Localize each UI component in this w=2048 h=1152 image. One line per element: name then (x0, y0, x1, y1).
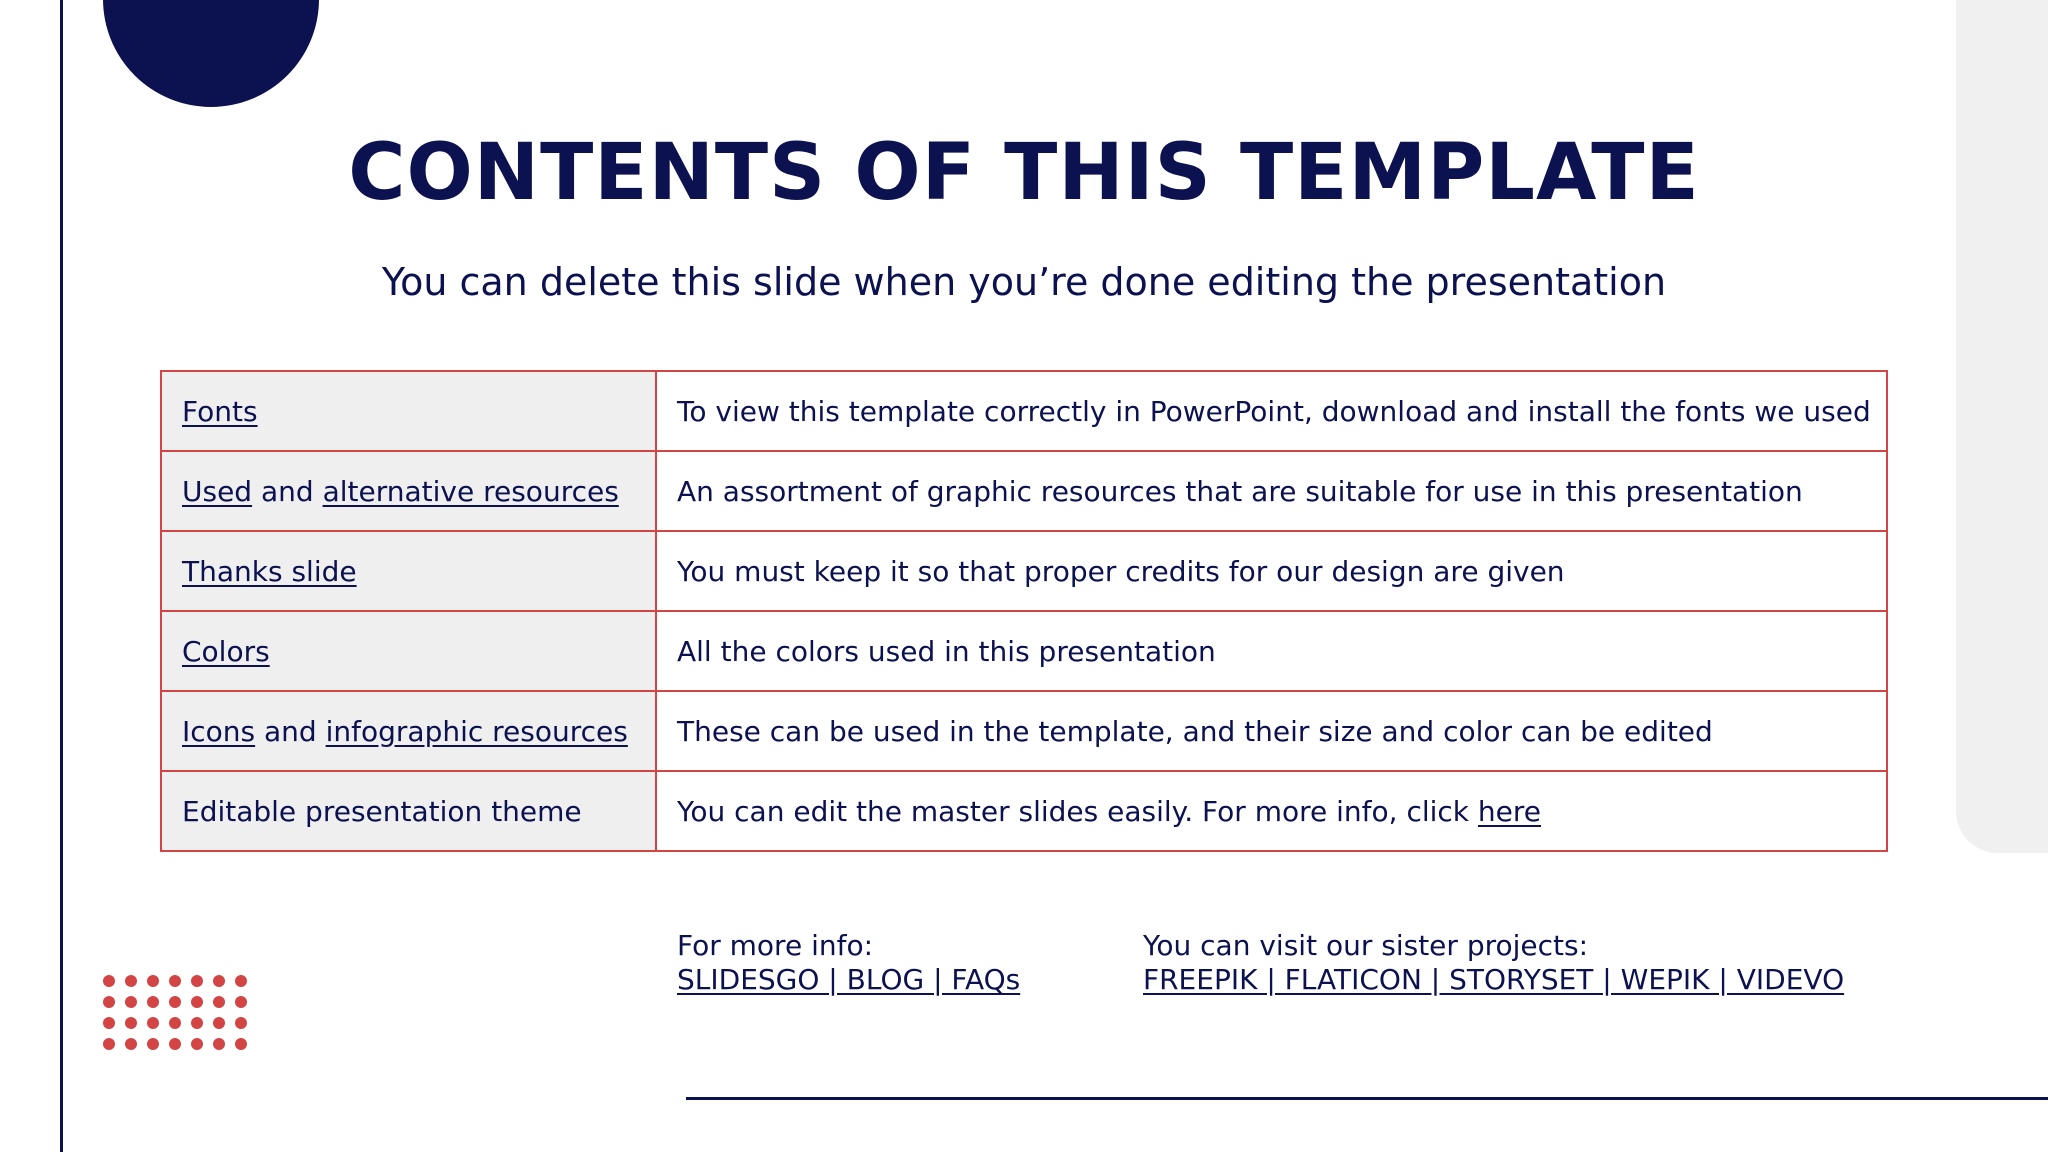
decorative-dot (169, 975, 181, 987)
row-label-cell (161, 451, 656, 531)
row-label-cell (161, 771, 656, 851)
table-row (161, 531, 1887, 611)
decorative-dot (169, 996, 181, 1008)
sister-projects-links[interactable]: FREEPIK | FLATICON | STORYSET | WEPIK | VIDEVO (1143, 963, 1845, 996)
table-row (161, 371, 1887, 451)
alternative-resources-link[interactable]: alternative resources (322, 474, 619, 508)
decorative-dot (191, 1038, 203, 1050)
here-link[interactable]: here (1477, 794, 1542, 828)
decorative-dot (191, 996, 203, 1008)
table-row (161, 611, 1887, 691)
bottom-horizontal-rule (686, 1097, 2048, 1100)
decorative-dot (147, 975, 159, 987)
decorative-dot (125, 1038, 137, 1050)
decorative-dot (213, 996, 225, 1008)
decorative-dot (169, 1038, 181, 1050)
infographic-resources-link[interactable]: infographic resources (325, 714, 628, 748)
decorative-dot (235, 975, 247, 987)
decorative-dot (213, 1017, 225, 1029)
table-row (161, 691, 1887, 771)
label-connector: and (252, 474, 323, 508)
table-row (161, 771, 1887, 851)
decorative-dot (125, 1017, 137, 1029)
row-description: You can edit the master slides easily. For more info, click (677, 794, 1478, 828)
slide-title: CONTENTS OF THIS TEMPLATE (348, 128, 1700, 218)
row-description: An assortment of graphic resources that are suitable for use in this presentation (656, 451, 1887, 531)
more-info-label: For more info: (677, 929, 874, 962)
decorative-dot (235, 1038, 247, 1050)
colors-link[interactable]: Colors (182, 634, 270, 668)
row-description-cell (656, 771, 1887, 851)
decorative-dot (191, 1017, 203, 1029)
red-dot-grid (103, 975, 253, 1047)
row-label-cell (161, 691, 656, 771)
decorative-dot (125, 996, 137, 1008)
sister-projects-label: You can visit our sister projects: (1143, 929, 1589, 962)
row-description: To view this template correctly in PowerPoint, download and install the fonts we used (656, 371, 1887, 451)
decorative-dot (147, 1038, 159, 1050)
row-label-cell (161, 371, 656, 451)
decorative-dot (103, 996, 115, 1008)
row-description: You must keep it so that proper credits for our design are given (656, 531, 1887, 611)
more-info-block (677, 929, 1020, 997)
thanks-slide-link[interactable]: Thanks slide (182, 554, 357, 588)
decorative-dot (147, 996, 159, 1008)
row-description: These can be used in the template, and their size and color can be edited (656, 691, 1887, 771)
row-description: All the colors used in this presentation (656, 611, 1887, 691)
decorative-dot (213, 1038, 225, 1050)
navy-corner-circle (103, 0, 319, 107)
table-row (161, 451, 1887, 531)
decorative-dot (191, 975, 203, 987)
decorative-dot (235, 996, 247, 1008)
contents-table (160, 370, 1888, 852)
used-resources-link[interactable]: Used (182, 474, 253, 508)
decorative-dot (169, 1017, 181, 1029)
decorative-dot (103, 1017, 115, 1029)
row-label-cell (161, 611, 656, 691)
decorative-dot (103, 1038, 115, 1050)
sister-projects-block (1143, 929, 1844, 997)
decorative-dot (147, 1017, 159, 1029)
decorative-dot (235, 1017, 247, 1029)
editable-theme-label: Editable presentation theme (182, 794, 582, 828)
decorative-dot (103, 975, 115, 987)
more-info-links[interactable]: SLIDESGO | BLOG | FAQs (677, 963, 1021, 996)
label-connector: and (255, 714, 326, 748)
decorative-dot (125, 975, 137, 987)
decorative-dot (213, 975, 225, 987)
fonts-link[interactable]: Fonts (182, 394, 258, 428)
row-label-cell (161, 531, 656, 611)
slide-subtitle: You can delete this slide when you’re done editing the presentation (381, 260, 1667, 304)
icons-link[interactable]: Icons (182, 714, 256, 748)
